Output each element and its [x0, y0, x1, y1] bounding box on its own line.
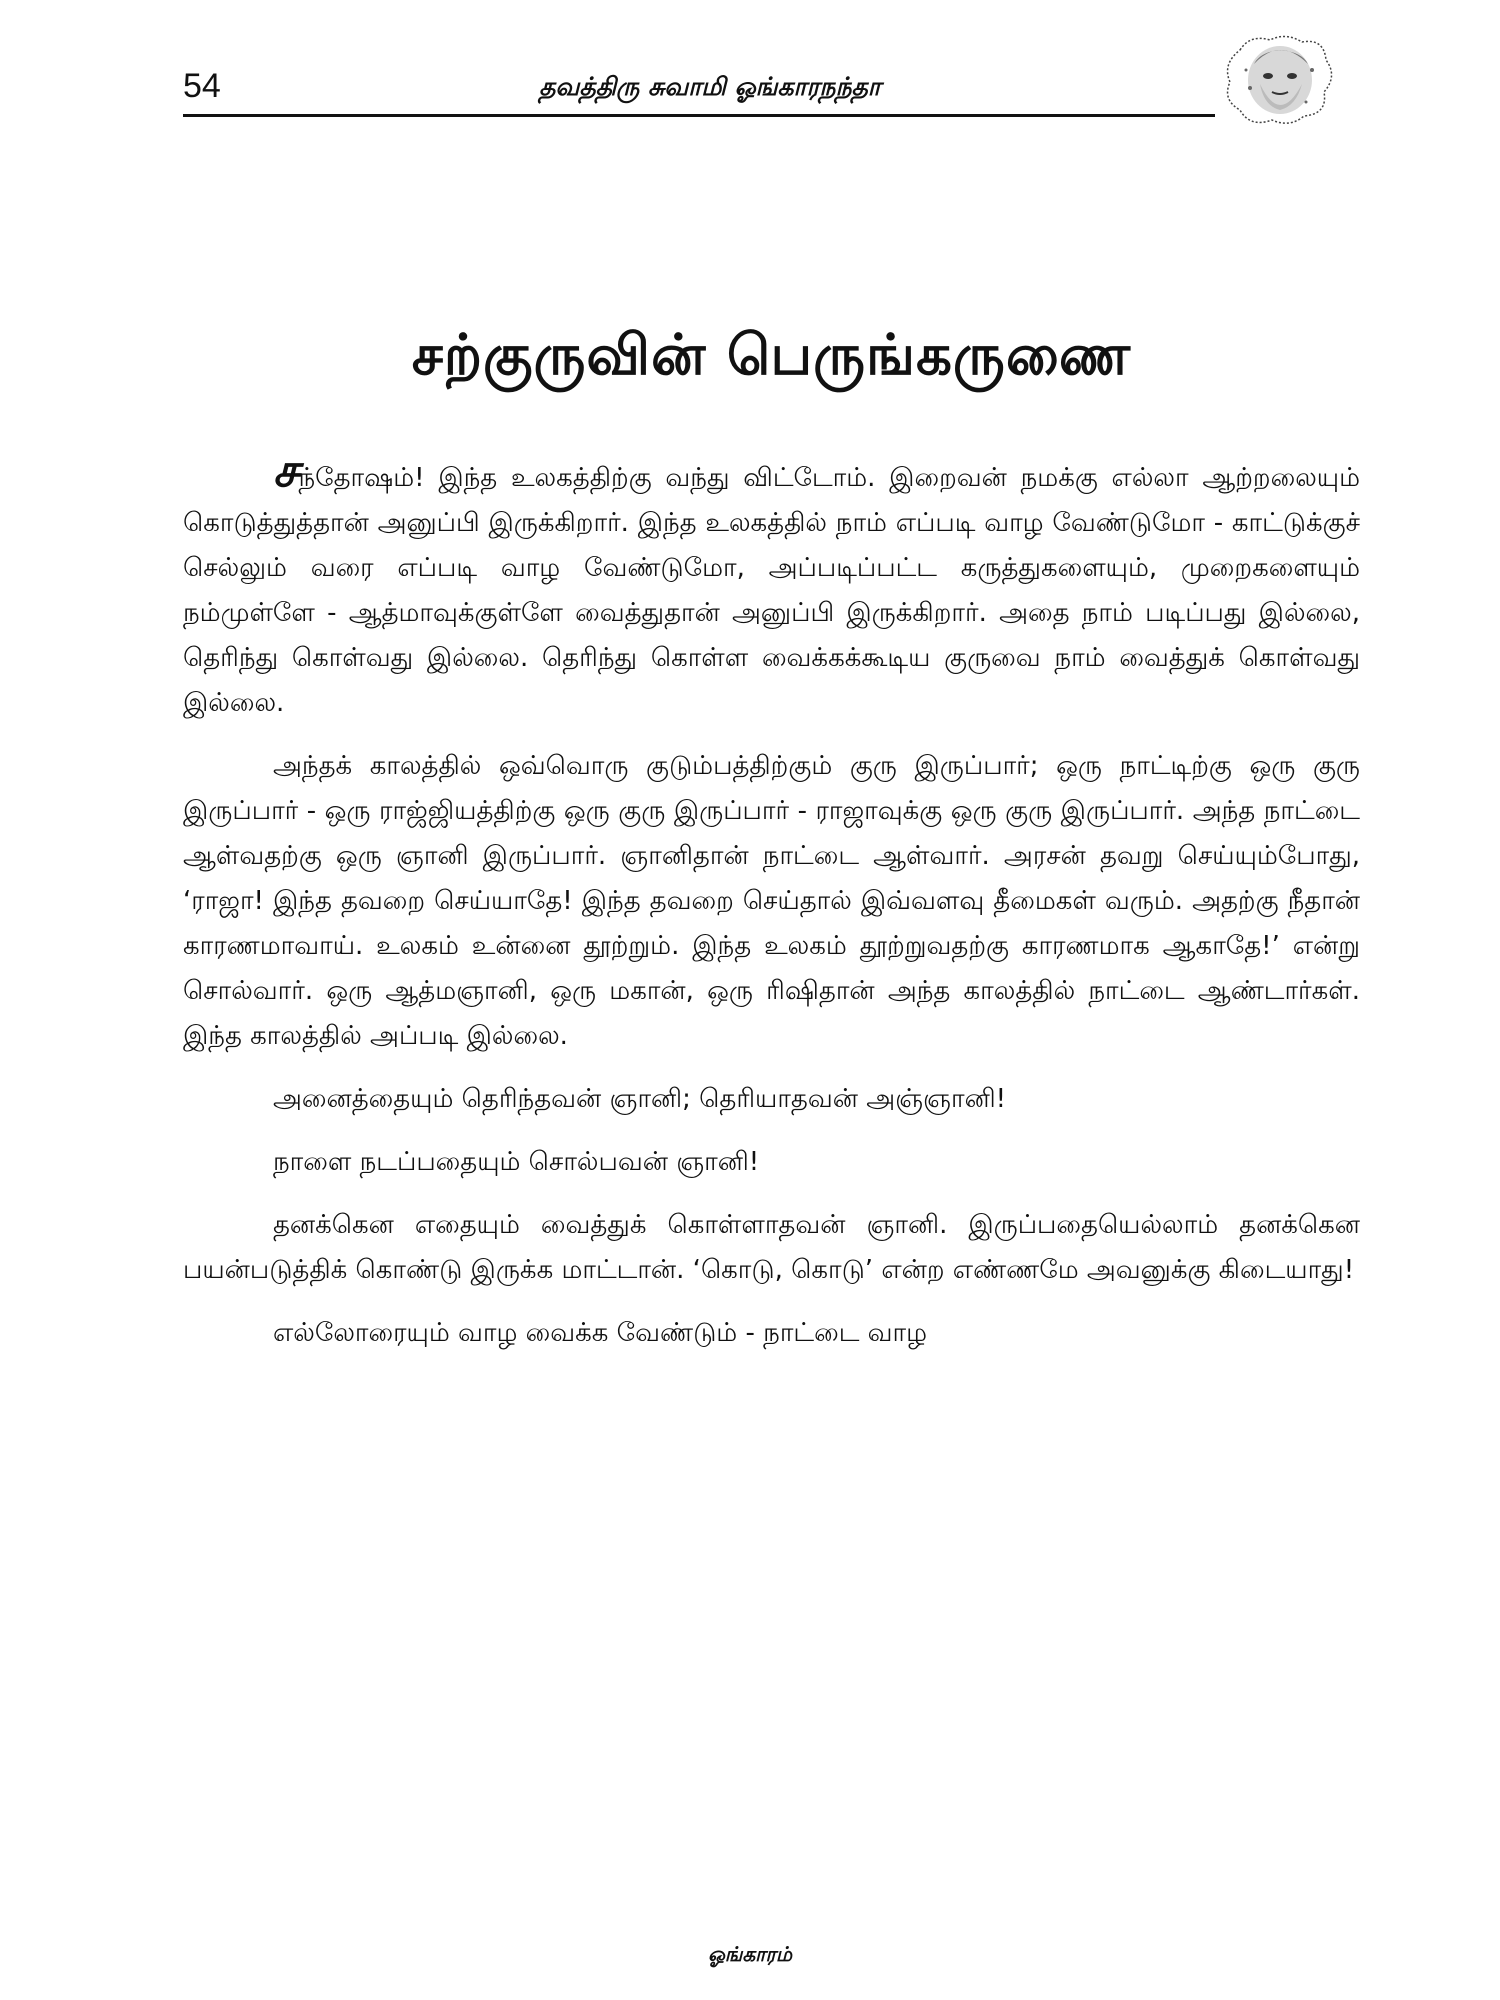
- body-text: [183, 443, 1361, 1374]
- footer-magazine-name: ஓங்காரம்: [708, 1942, 792, 1966]
- running-header-title: தவத்திரு சுவாமி ஓங்காரநந்தா: [539, 72, 881, 101]
- paragraph-3: அனைத்தையும் தெரிந்தவன் ஞானி; தெரியாதவன் அஞ்ஞானி!: [273, 1084, 1007, 1114]
- paragraph-4: நாளை நடப்பதையும் சொல்பவன் ஞானி!: [273, 1147, 760, 1177]
- drop-cap: ச: [273, 443, 299, 497]
- paragraph-5: தனக்கென எதையும் வைத்துக் கொள்ளாதவன் ஞானி. இருப்பதையெல்லாம் தனக்கென பயன்படுத்திக் கொண்டு இருக்க மாட்டான். ‘கொடு, கொடு’ என்ற எண்ணமே அவனுக்கு கிடையாது!: [183, 1210, 1360, 1285]
- page-number: 54: [183, 67, 221, 105]
- chapter-title: சற்குருவின் பெருங்கருணை: [411, 323, 1132, 388]
- portrait-image: [1220, 30, 1338, 130]
- paragraph-1-text: ந்தோஷம்! இந்த உலகத்திற்கு வந்து விட்டோம். இறைவன் நமக்கு எல்லா ஆற்றலையும் கொடுத்துத்தான் அனுப்பி இருக்கிறார். இந்த உலகத்தில் நாம் எப்படி வாழ வேண்டுமோ - காட்டுக்குச் செல்லும் வரை எப்படி வாழ வேண்டுமோ, அப்படிப்பட்ட கருத்துகளையும், முறைகளையும் நம்முள்ளே - ஆத்மாவுக்குள்ளே வைத்துதான் அனுப்பி இருக்கிறார். அதை நாம் படிப்பது இல்லை, தெரிந்து கொள்வது இல்லை. தெரிந்து கொள்ள வைக்கக்கூடிய குருவை நாம் வைத்துக் கொள்வது இல்லை.: [183, 463, 1361, 718]
- paragraph-6: எல்லோரையும் வாழ வைக்க வேண்டும் - நாட்டை வாழ: [273, 1318, 928, 1348]
- paragraph-2: அந்தக் காலத்தில் ஒவ்வொரு குடும்பத்திற்கும் குரு இருப்பார்; ஒரு நாட்டிற்கு ஒரு குரு இருப்பார் - ஒரு ராஜ்ஜியத்திற்கு ஒரு குரு இருப்பார் - ராஜாவுக்கு ஒரு குரு இருப்பார். அந்த நாட்டை ஆள்வதற்கு ஒரு ஞானி இருப்பார். ஞானிதான் நாட்டை ஆள்வார். அரசன் தவறு செய்யும்போது, ‘ராஜா! இந்த தவறை செய்யாதே! இந்த தவறை செய்தால் இவ்வளவு தீமைகள் வரும். அதற்கு நீதான் காரணமாவாய். உலகம் உன்னை தூற்றும். இந்த உலகம் தூற்றுவதற்கு காரணமாக ஆகாதே!’ என்று சொல்வார். ஒரு ஆத்மஞானி, ஒரு மகான், ஒரு ரிஷிதான் அந்த காலத்தில் நாட்டை ஆண்டார்கள். இந்த காலத்தில் அப்படி இல்லை.: [183, 751, 1360, 1051]
- header-rule: [183, 114, 1215, 117]
- paragraph-1: [183, 443, 1361, 726]
